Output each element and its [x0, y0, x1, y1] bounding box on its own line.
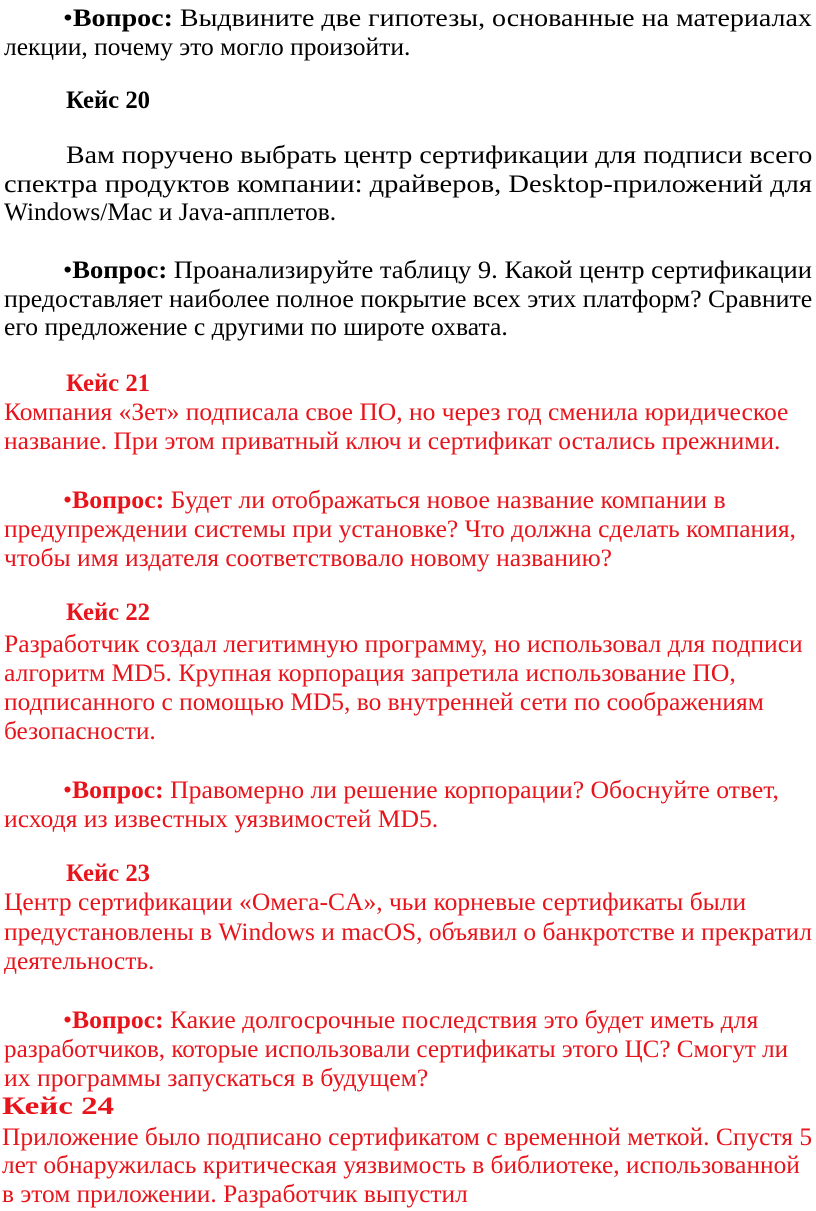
paragraph-line — [2, 1151, 800, 1180]
paragraph-line — [4, 888, 746, 917]
paragraph-line — [4, 918, 812, 947]
question-label: Вопрос: — [72, 257, 168, 284]
paragraph-line — [4, 659, 736, 688]
bullet-icon: • — [63, 777, 72, 804]
paragraph-line — [4, 398, 788, 427]
line-text: Центр сертификации «Омега-CA», чьи корневые сертификаты были — [4, 889, 747, 916]
question-line — [4, 1064, 428, 1093]
line-text: Разработчик создал легитимную программу, но использовал для подписи — [4, 631, 803, 658]
line-text: чтобы имя издателя соответствовало новому названию? — [4, 545, 613, 572]
line-text: лекции, почему это могло произойти. — [4, 34, 411, 61]
question-line — [4, 805, 438, 834]
case-heading — [2, 1092, 114, 1121]
line-text: Какие долгосрочные последствия это будет иметь для — [170, 1007, 759, 1034]
case-heading-text: Кейс 22 — [66, 599, 151, 626]
question-line — [4, 285, 812, 314]
paragraph-line — [4, 170, 812, 199]
question-line — [4, 1035, 788, 1064]
line-text: предоставляет наиболее полное покрытие всех этих платформ? Сравните — [4, 286, 813, 313]
line-text: в этом приложении. Разработчик выпустил — [2, 1181, 468, 1208]
paragraph-line — [2, 1180, 468, 1209]
question-line — [63, 1006, 758, 1035]
line-text: разработчиков, которые использовали сертификаты этого ЦС? Смогут ли — [4, 1036, 789, 1063]
question-line — [4, 515, 796, 544]
question-line — [63, 256, 812, 285]
case-heading-text: Кейс 24 — [2, 1093, 115, 1120]
question-line — [4, 313, 508, 342]
line-text: название. При этом приватный ключ и сертификат остались прежними. — [4, 428, 781, 455]
paragraph-line — [66, 141, 812, 170]
bullet-icon: • — [63, 257, 73, 284]
case-heading-text: Кейс 20 — [66, 87, 151, 114]
line-text: исходя из известных уязвимостей MD5. — [4, 806, 439, 833]
case-heading-text: Кейс 23 — [66, 860, 151, 887]
paragraph-line — [2, 1123, 812, 1152]
line-text: лет обнаружилась критическая уязвимость в библиотеке, использованной — [2, 1152, 800, 1179]
line-text: предустановлены в Windows и macOS, объявил о банкротстве и прекратил — [4, 919, 812, 946]
line-text: Будет ли отображаться новое название компании в — [170, 487, 726, 514]
question-line — [63, 4, 812, 33]
question-line — [4, 544, 612, 573]
line-text: спектра продуктов компании: драйверов, Desktop-приложений для — [4, 171, 812, 198]
paragraph-line — [4, 947, 154, 976]
paragraph-line — [4, 630, 803, 659]
paragraph-line — [4, 688, 764, 717]
line-text: Правомерно ли решение корпорации? Обоснуйте ответ, — [170, 777, 779, 804]
line-text: деятельность. — [4, 948, 155, 975]
line-text: Windows/Mac и Java-апплетов. — [4, 199, 337, 226]
question-label: Вопрос: — [71, 777, 164, 804]
bullet-icon: • — [63, 1007, 72, 1034]
question-label: Вопрос: — [72, 487, 165, 514]
case-heading — [66, 86, 150, 115]
paragraph-line — [4, 427, 780, 456]
line-text: Проанализируйте таблицу 9. Какой центр сертификации — [173, 257, 812, 284]
case-heading — [66, 369, 150, 398]
line-text: их программы запускаться в будущем? — [4, 1065, 429, 1092]
question-label: Вопрос: — [72, 5, 173, 32]
line-text: его предложение с другими по широте охвата. — [4, 314, 508, 341]
line-text: Компания «Зет» подписала свое ПО, но через год сменила юридическое — [4, 399, 789, 426]
paragraph-line — [4, 717, 156, 746]
question-line — [63, 776, 779, 805]
line-text: алгоритм MD5. Крупная корпорация запретила использование ПО, — [4, 660, 736, 687]
line-text: Вам поручено выбрать центр сертификации для подписи всего — [66, 142, 813, 169]
paragraph-line — [4, 198, 336, 227]
case-heading-text: Кейс 21 — [66, 370, 151, 397]
bullet-icon: • — [63, 5, 73, 32]
line-text: подписанного с помощью MD5, во внутренней сети по соображениям — [4, 689, 764, 716]
case-heading — [66, 859, 150, 888]
question-label: Вопрос: — [71, 1007, 164, 1034]
case-heading — [66, 598, 150, 627]
question-line — [4, 33, 410, 62]
line-text: Приложение было подписано сертификатом с временной меткой. Спустя 5 — [2, 1124, 813, 1151]
bullet-icon: • — [63, 487, 73, 514]
question-line — [63, 486, 726, 515]
line-text: Выдвините две гипотезы, основанные на материалах — [179, 5, 812, 32]
line-text: безопасности. — [4, 718, 156, 745]
line-text: предупреждении системы при установке? Что должна сделать компания, — [4, 516, 796, 543]
